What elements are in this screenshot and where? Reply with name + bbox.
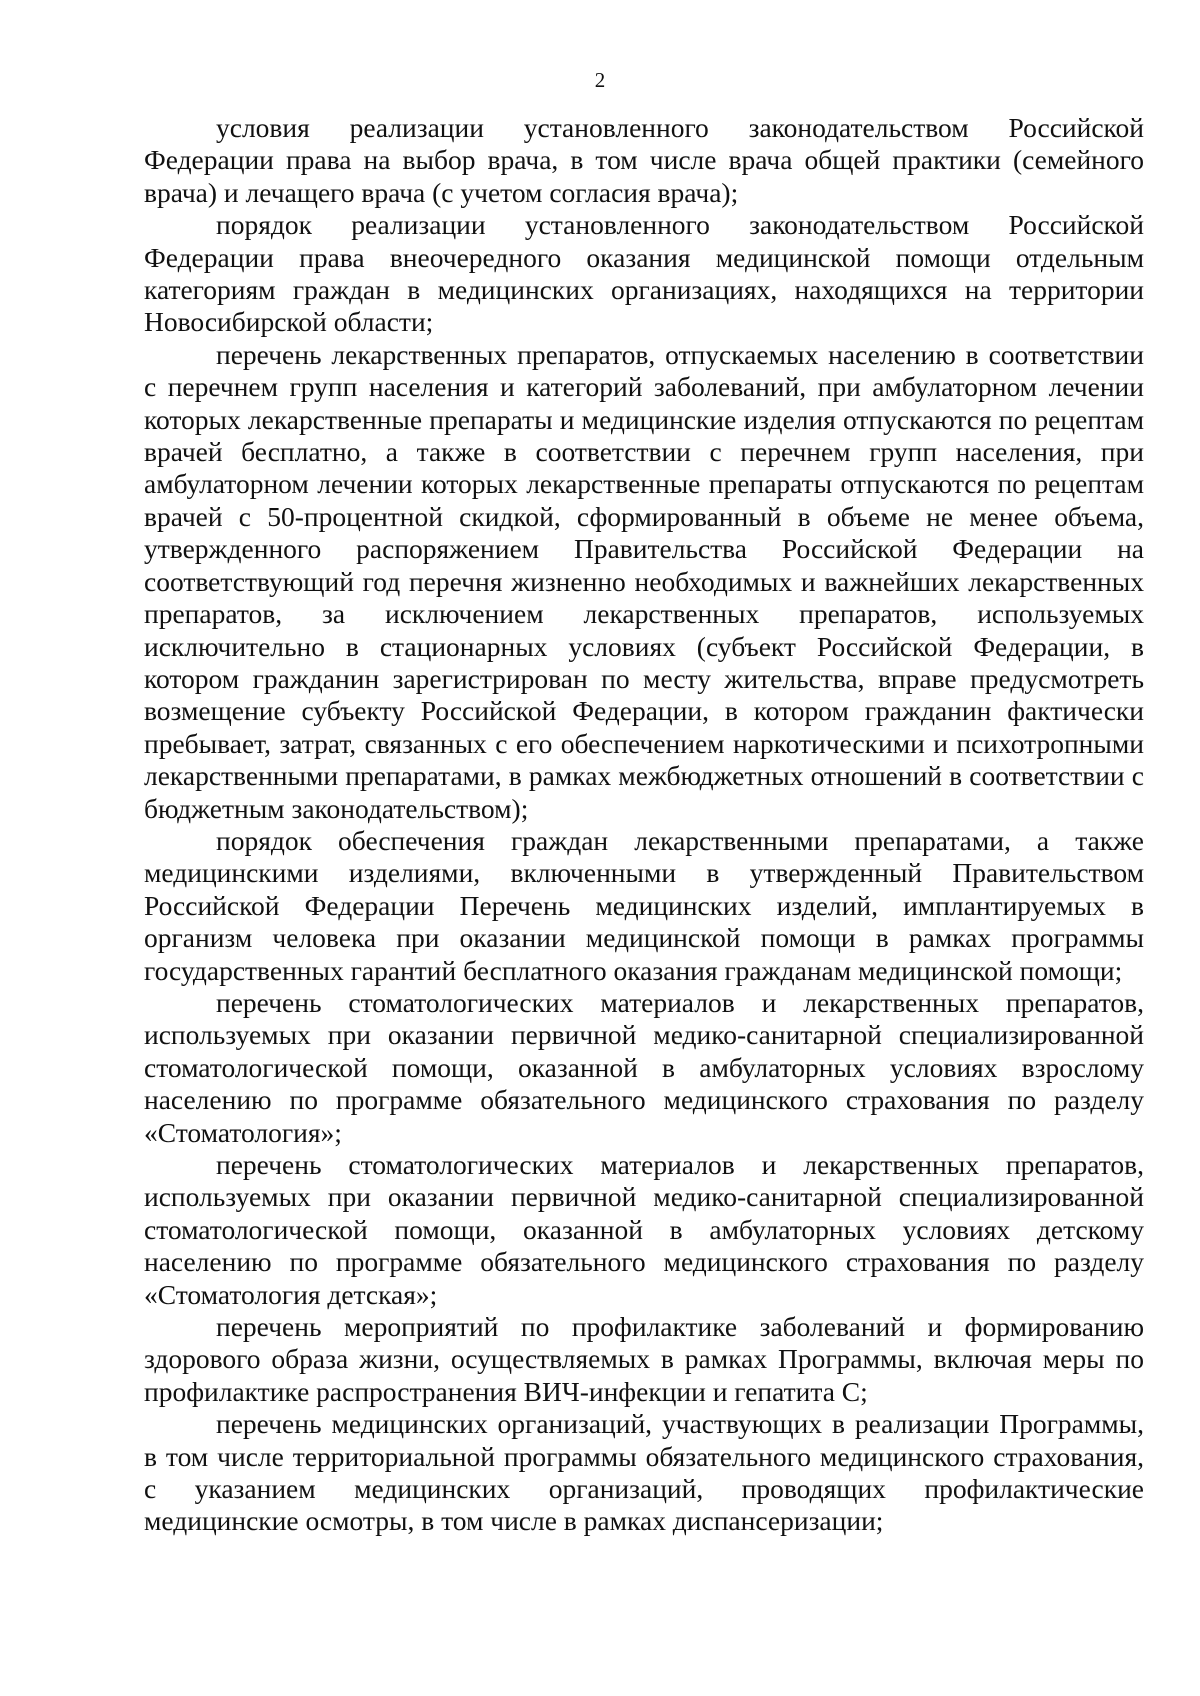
paragraph-prevention: перечень мероприятий по профилактике заболеваний и формированию здорового образа жизни, осуществляемых в рамках Программы, включая меры по профилактике распространения ВИЧ-инфекции и гепатита С; <box>144 1311 1144 1407</box>
paragraph-medical-organizations: перечень медицинских организаций, участвующих в реализации Программы, в том числе территориальной программы обязательного медицинского страхования, с указанием медицинских организаций, проводящих профилактические медицинские осмотры, в том числе в рамках диспансеризации; <box>144 1408 1144 1537</box>
paragraph-drug-supply-order: порядок обеспечения граждан лекарственными препаратами, а также медицинскими изделиями, включенными в утвержденный Правительством Российской Федерации Перечень медицинских изделий, имплантируемых в организм человека при оказании медицинской помощи в рамках программы государственных гарантий бесплатного оказания гражданам медицинской помощи; <box>144 824 1144 986</box>
document-body <box>144 112 1144 1538</box>
paragraph-dental-adult: перечень стоматологических материалов и лекарственных препаратов, используемых при оказании первичной медико-санитарной специализированной стоматологической помощи, оказанной в амбулаторных условиях взрослому населению по программе обязательного медицинского страхования по разделу «Стоматология»; <box>144 986 1144 1148</box>
paragraph-dental-children: перечень стоматологических материалов и лекарственных препаратов, используемых при оказании первичной медико-санитарной специализированной стоматологической помощи, оказанной в амбулаторных условиях детскому населению по программе обязательного медицинского страхования по разделу «Стоматология детская»; <box>144 1149 1144 1310</box>
paragraph-drug-list: перечень лекарственных препаратов, отпускаемых населению в соответствии с перечнем групп населения и категорий заболеваний, при амбулаторном лечении которых лекарственные препараты и медицинские изделия отпускаются по рецептам врачей бесплатно, а также в соответствии с перечнем групп населения, при амбулаторном лечении которых лекарственные препараты отпускаются по рецептам врачей с 50-процентной скидкой, сформированный в объеме не менее объема, утвержденного распоряжением Правительства Российской Федерации на соответствующий год перечня жизненно необходимых и важнейших лекарственных препаратов, за исключением лекарственных препаратов, используемых исключительно в стационарных условиях (субъект Российской Федерации, в котором гражданин зарегистрирован по месту жительства, вправе предусмотреть возмещение субъекту Российской Федерации, в котором гражданин фактически пребывает, затрат, связанных с его обеспечением наркотическими и психотропными лекарственными препаратами, в рамках межбюджетных отношений в соответствии с бюджетным законодательством); <box>144 338 1144 824</box>
paragraph-doctor-choice: условия реализации установленного законодательством Российской Федерации права на выбор врача, в том числе врача общей практики (семейного врача) и лечащего врача (с учетом согласия врача); <box>144 112 1144 208</box>
paragraph-priority-care: порядок реализации установленного законодательством Российской Федерации права внеочередного оказания медицинской помощи отдельным категориям граждан в медицинских организациях, находящихся на территории Новосибирской области; <box>144 209 1144 338</box>
page-number: 2 <box>594 68 606 92</box>
